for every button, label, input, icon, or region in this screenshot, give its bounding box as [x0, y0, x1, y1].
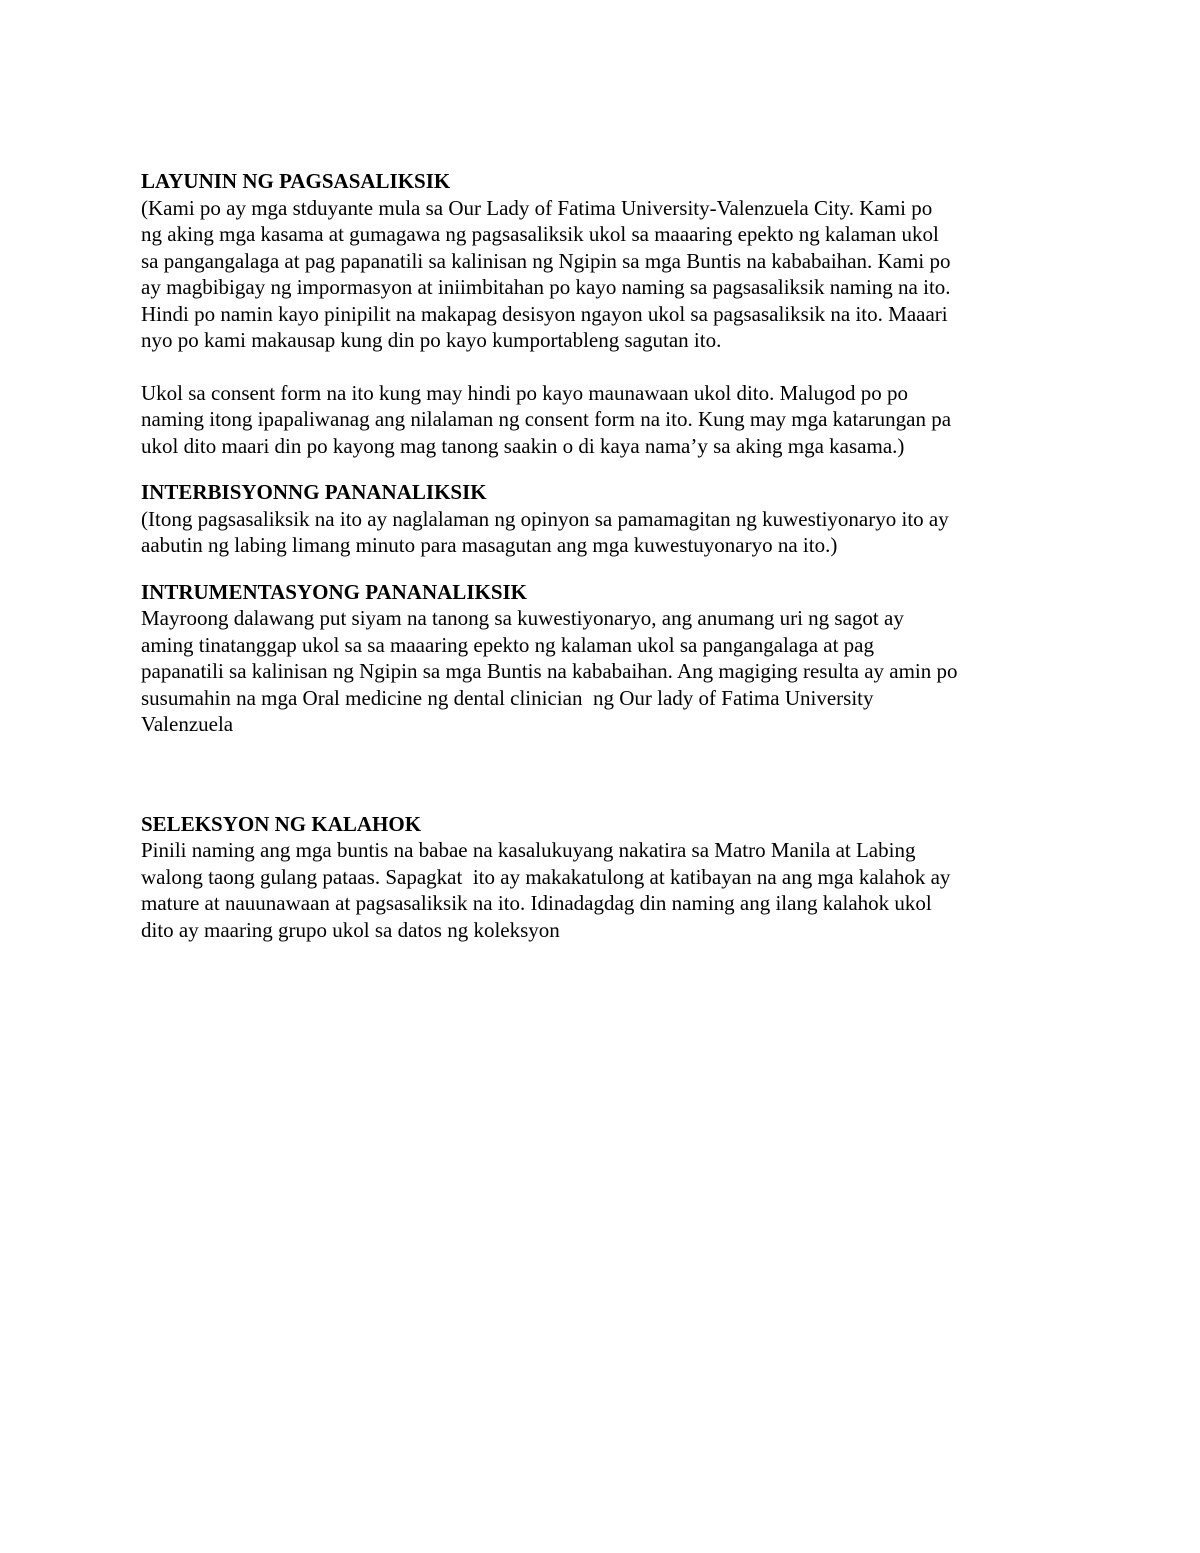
- paragraph-line: ng aking mga kasama at gumagawa ng pagsasaliksik ukol sa maaaring epekto ng kalaman ukol: [141, 222, 939, 246]
- paragraph-line: (Kami po ay mga stduyante mula sa Our Lady of Fatima University-Valenzuela City. Kami po: [141, 195, 933, 220]
- paragraph-line: aming tinatanggap ukol sa sa maaaring epekto ng kalaman ukol sa pangangalaga at pag: [141, 632, 875, 657]
- paragraph-line: susumahin na mga Oral medicine ng dental clinician ng Our lady of Fatima University: [141, 685, 874, 710]
- layunin-paragraph-1: [141, 195, 1071, 354]
- section-heading-layunin: LAYUNIN NG PAGSASALIKSIK: [141, 169, 451, 193]
- section-heading-interbisyon: INTERBISYONNG PANANALIKSIK: [141, 480, 487, 504]
- paragraph-line: Pinili naming ang mga buntis na babae na kasalukuyang nakatira sa Matro Manila at Labing: [141, 838, 916, 862]
- paragraph-line: aabutin ng labing limang minuto para masagutan ang mga kuwestuyonaryo na ito.): [141, 533, 838, 557]
- paragraph-line: (Itong pagsasaliksik na ito ay naglalaman ng opinyon sa pamamagitan ng kuwestiyonaryo ito ay: [141, 506, 949, 531]
- paragraph-line: papanatili sa kalinisan ng Ngipin sa mga Buntis na kababaihan. Ang magiging resulta ay amin po: [141, 659, 958, 683]
- paragraph-line: naming itong ipapaliwanag ang nilalaman ng consent form na ito. Kung may mga katarungan pa: [141, 407, 952, 431]
- interbisyon-paragraph: [141, 506, 1071, 559]
- document-body: [141, 168, 1071, 943]
- instrumentasyon-paragraph: [141, 605, 1071, 738]
- section-heading-seleksyon: SELEKSYON NG KALAHOK: [141, 811, 422, 836]
- paragraph-line: walong taong gulang pataas. Sapagkat ito ay makakatulong at katibayan na ang mga kalahok ay: [141, 864, 951, 889]
- seleksyon-paragraph: [141, 837, 1071, 943]
- paragraph-line: Ukol sa consent form na ito kung may hindi po kayo maunawaan ukol dito. Malugod po po: [141, 380, 908, 405]
- paragraph-line: Valenzuela: [141, 712, 234, 736]
- paragraph-line: nyo po kami makausap kung din po kayo kumportableng sagutan ito.: [141, 328, 722, 352]
- paragraph-line: ukol dito maari din po kayong mag tanong saakin o di kaya nama’y sa aking mga kasama.): [141, 433, 905, 458]
- paragraph-line: ay magbibigay ng impormasyon at iniimbitahan po kayo naming sa pagsasaliksik naming na ito.: [141, 275, 951, 299]
- paragraph-line: dito ay maaring grupo ukol sa datos ng koleksyon: [141, 917, 560, 942]
- paragraph-line: Mayroong dalawang put siyam na tanong sa kuwestiyonaryo, ang anumang uri ng sagot ay: [141, 606, 904, 630]
- paragraph-line: sa pangangalaga at pag papanatili sa kalinisan ng Ngipin sa mga Buntis na kababaihan. Kami po: [141, 248, 951, 273]
- layunin-paragraph-2: [141, 380, 1071, 460]
- paragraph-line: Hindi po namin kayo pinipilit na makapag desisyon ngayon ukol sa pagsasaliksik na ito. Maaari: [141, 301, 948, 326]
- paragraph-line: mature at nauunawaan at pagsasaliksik na ito. Idinadagdag din naming ang ilang kalahok ukol: [141, 891, 932, 915]
- section-heading-instrumentasyon: INTRUMENTASYONG PANANALIKSIK: [141, 579, 528, 604]
